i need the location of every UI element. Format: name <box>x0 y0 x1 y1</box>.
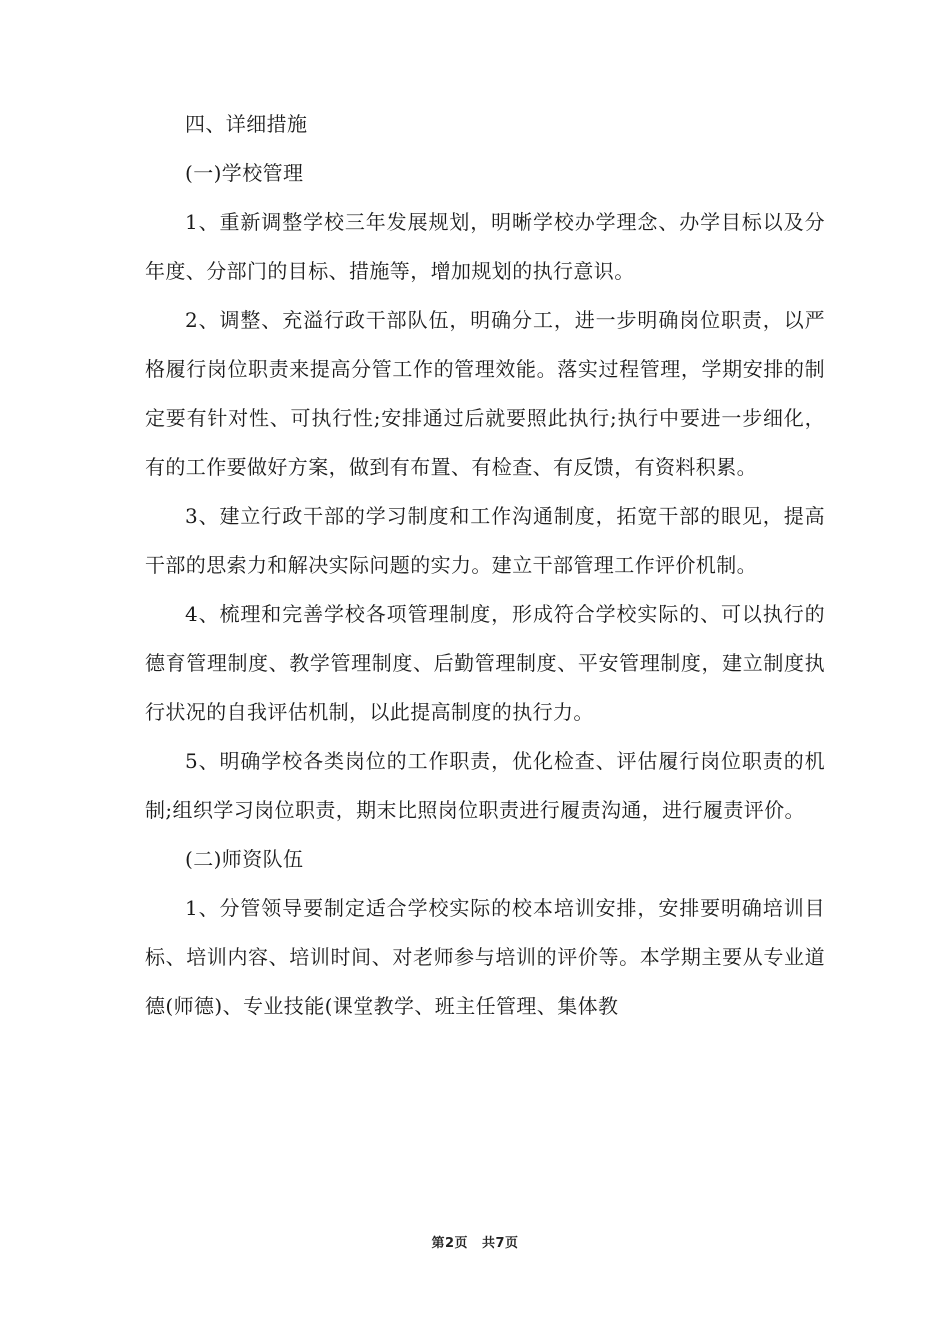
page-number-total: 共7页 <box>482 1236 519 1251</box>
paragraph-item-3: 3、建立行政干部的学习制度和工作沟通制度，拓宽干部的眼见，提高干部的思索力和解决实际问题的实力。建立干部管理工作评价机制。 <box>145 504 825 577</box>
paragraph-staff-item-1: 1、分管领导要制定适合学校实际的校本培训安排，安排要明确培训目标、培训内容、培训时间、对老师参与培训的评价等。本学期主要从专业道德(师德)、专业技能(课堂教学、班主任管理、集体教 <box>145 896 825 1018</box>
paragraph-item-4: 4、梳理和完善学校各项管理制度，形成符合学校实际的、可以执行的德育管理制度、教学管理制度、后勤管理制度、平安管理制度，建立制度执行状况的自我评估机制，以此提高制度的执行力。 <box>145 602 825 724</box>
document-body <box>145 100 825 1031</box>
page-number-current: 第2页 <box>431 1236 468 1251</box>
paragraph-item-1: 1、重新调整学校三年发展规划，明晰学校办学理念、办学目标以及分年度、分部门的目标、措施等，增加规划的执行意识。 <box>145 210 825 283</box>
subsection-heading-school-management: (一)学校管理 <box>185 161 304 185</box>
page-footer <box>0 1232 950 1251</box>
paragraph-item-2: 2、调整、充溢行政干部队伍，明确分工，进一步明确岗位职责，以严格履行岗位职责来提高分管工作的管理效能。落实过程管理，学期安排的制定要有针对性、可执行性;安排通过后就要照此执行;执行中要进一步细化，有的工作要做好方案，做到有布置、有检查、有反馈，有资料积累。 <box>145 308 825 479</box>
paragraph-item-5: 5、明确学校各类岗位的工作职责，优化检查、评估履行岗位职责的机制;组织学习岗位职责，期末比照岗位职责进行履责沟通，进行履责评价。 <box>145 749 825 822</box>
section-heading: 四、详细措施 <box>185 112 308 136</box>
subsection-heading-teaching-staff: (二)师资队伍 <box>185 847 304 871</box>
